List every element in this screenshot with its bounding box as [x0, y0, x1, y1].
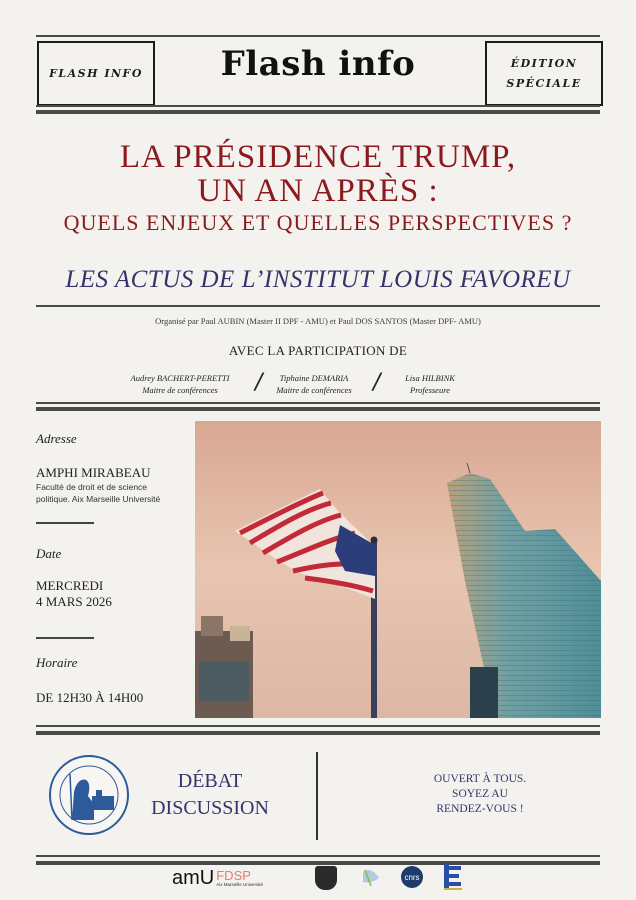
address-label: Adresse	[36, 431, 77, 446]
mid-rule-thin	[36, 402, 600, 404]
separator-slash: /	[255, 370, 263, 395]
edition-speciale-box	[485, 41, 603, 106]
bottom-rule-thick	[36, 731, 600, 735]
details-bottom-rule	[36, 725, 600, 727]
footer-rule-thick	[36, 861, 600, 865]
header-rule-thick	[36, 110, 600, 114]
flag-tower-illustration	[195, 421, 601, 718]
ile-logo-icon	[444, 864, 462, 890]
institute-subtitle: LES ACTUS DE L’INSTITUT LOUIS FAVOREU	[65, 266, 571, 293]
amu-fdsp-logo	[172, 866, 263, 888]
association-logo	[48, 754, 130, 836]
speaker-3	[380, 372, 480, 396]
speciale-label: SPÉCIALE	[506, 76, 582, 90]
header-top-rule	[36, 35, 600, 37]
debat-line1: DÉBAT	[177, 770, 243, 792]
subtitle-rule	[36, 305, 600, 307]
ouvert-line3: RENDEZ-VOUS !	[436, 803, 524, 815]
institute-logo-icon	[361, 866, 381, 888]
speaker-name: Tiphaine DEMARIA	[279, 373, 349, 383]
edition-label: ÉDITION	[510, 56, 578, 70]
address-divider	[36, 522, 94, 524]
amu-subtitle: Aix Marseille Université	[216, 882, 263, 887]
flash-info-label: FLASH INFO	[49, 66, 143, 80]
cnrs-logo	[401, 866, 423, 888]
date-line2: 4 MARS 2026	[36, 594, 112, 609]
participation-heading: AVEC LA PARTICIPATION DE	[228, 343, 408, 358]
speaker-1	[110, 372, 250, 396]
ouvert-message	[390, 772, 570, 817]
event-photo	[195, 421, 601, 718]
headline-line1: LA PRÉSIDENCE TRUMP,	[119, 139, 517, 175]
header-rule-thin	[36, 105, 600, 107]
speaker-name: Lisa HILBINK	[405, 373, 455, 383]
time-value: DE 12H30 À 14H00	[36, 690, 144, 705]
debat-discussion	[150, 768, 270, 822]
date-divider	[36, 637, 94, 639]
date-line1: MERCREDI	[36, 578, 104, 593]
old-building-icon	[195, 616, 253, 718]
crest-logo-icon	[315, 866, 337, 890]
ouvert-line2: SOYEZ AU	[452, 788, 508, 800]
address-value: AMPHI MIRABEAU	[36, 465, 151, 480]
flash-info-box	[37, 41, 155, 106]
amu-text: amU	[172, 867, 215, 889]
cnrs-text: cnrs	[404, 872, 420, 882]
footer-rule-thin	[36, 855, 600, 857]
speaker-role: Professeure	[410, 385, 450, 395]
ouvert-line1: OUVERT À TOUS.	[433, 773, 527, 785]
separator-slash: /	[373, 370, 381, 395]
headline-line2: UN AN APRÈS :	[197, 173, 439, 209]
fdsp-text: FDSP	[216, 868, 251, 883]
time-label: Horaire	[36, 655, 78, 670]
mid-rule-thick	[36, 407, 600, 411]
bottom-divider	[316, 752, 318, 840]
debat-line2: DISCUSSION	[151, 797, 269, 819]
headline-line3: QUELS ENJEUX ET QUELLES PERSPECTIVES ?	[63, 210, 573, 235]
speaker-role: Maitre de conférences	[142, 385, 218, 395]
speaker-2	[254, 372, 374, 396]
masthead-title: Flash info	[220, 44, 416, 84]
speaker-role: Maitre de conférences	[276, 385, 352, 395]
organizers-text: Organisé par Paul AUBIN (Master II DPF - AMU) et Paul DOS SANTOS (Master DPF- AMU)	[155, 316, 481, 326]
address-sub-line1: Faculté de droit et de science	[36, 482, 148, 492]
date-label: Date	[36, 546, 62, 561]
bottom-rule-thin	[36, 728, 600, 729]
speaker-name: Audrey BACHERT-PERETTI	[130, 373, 230, 383]
address-sub-line2: politique. Aix Marseille Université	[36, 494, 161, 504]
